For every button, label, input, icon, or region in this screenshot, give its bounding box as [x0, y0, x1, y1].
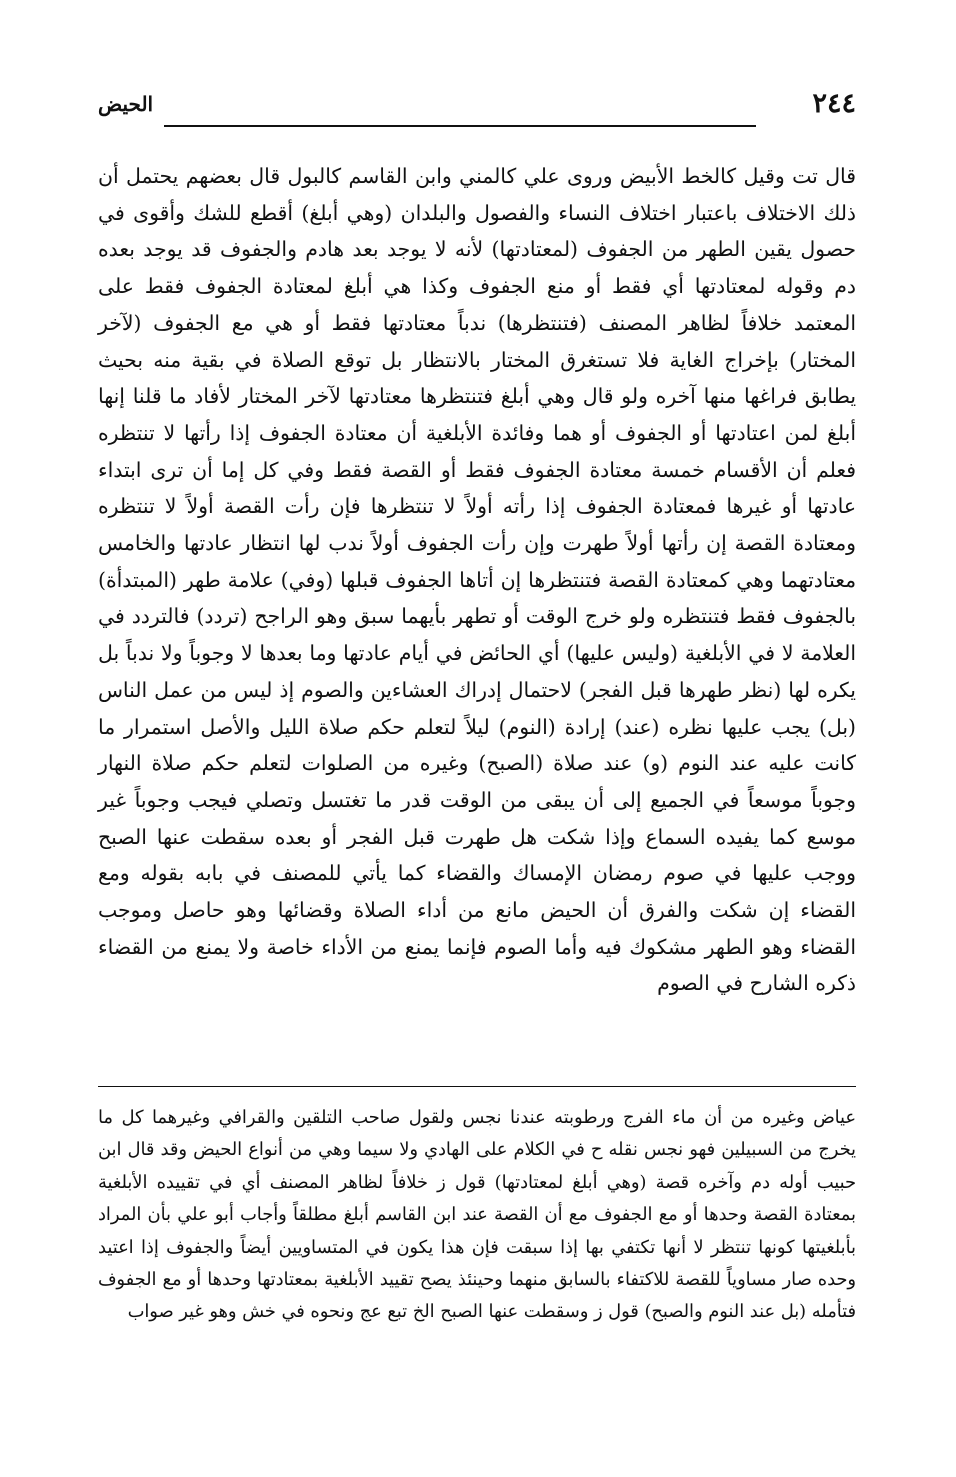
header-rule: [164, 125, 756, 127]
page-header: [98, 88, 856, 132]
main-text: [98, 158, 856, 1002]
chapter-title: الحيض: [98, 92, 154, 116]
footnote-text: [98, 1102, 856, 1329]
main-paragraph: قال تت وقيل كالخط الأبيض وروى علي كالمني وابن القاسم كالبول قال بعضهم يحتمل أن ذلك الاختلاف باعتبار اختلاف النساء والفصول والبلدان (وهي أبلغ) أقطع للشك وأقوى في حصول يقين الطهر من الجفوف (لمعتادتها) لأنه لا يوجد بعد هادم والجفوف قد يوجد بعده دم وقوله لمعتادتها أي فقط أو منع الجفوف وكذا هي أبلغ لمعتادة الجفوف فقط على المعتمد خلافاً لظاهر المصنف (فتنتظرها) ندباً معتادتها فقط أو هي مع الجفوف (لآخر المختار) بإخراج الغاية فلا تستغرق المختار بالانتظار بل توقع الصلاة في بقية منه بحيث يطابق فراغها منها آخره ولو قال وهي أبلغ فتنتظرها معتادتها لآخر المختار لأفاد ما قلنا إنها أبلغ لمن اعتادتها أو الجفوف أو هما وفائدة الأبلغية أن معتادة الجفوف إذا رأتها لا تنتظره فعلم أن الأقسام خمسة معتادة الجفوف فقط أو القصة فقط وفي كل إما أن ترى ابتداء عادتها أو غيرها فمعتادة الجفوف إذا رأته أولاً لا تنتظرها فإن رأت القصة أولاً لا تنتظره ومعتادة القصة إن رأتها أولاً طهرت وإن رأت الجفوف أولاً ندب لها انتظار عادتها والخامس معتادتهما وهي كمعتادة القصة فتنتظرها إن أتاها الجفوف قبلها (وفي) علامة طهر (المبتدأة) بالجفوف فقط فتنتظره ولو خرج الوقت أو تطهر بأيهما سبق وهو الراجح (تردد) فالتردد في العلامة لا في الأبلغية (وليس عليها) أي الحائض في أيام عادتها وما بعدها لا وجوباً ولا ندباً بل يكره لها (نظر طهرها قبل الفجر) لاحتمال إدراك العشاءين والصوم إذ ليس من عمل الناس (بل) يجب عليها نظره (عند) إرادة (النوم) ليلاً لتعلم حكم صلاة الليل والأصل استمرار ما كانت عليه عند النوم (و) عند صلاة (الصبح) وغيره من الصلوات لتعلم حكم صلاة النهار وجوباً موسعاً في الجميع إلى أن يبقى من الوقت قدر ما تغتسل وتصلي فيجب وجوباً غير موسع كما يفيده السماع وإذا شكت هل طهرت قبل الفجر أو بعده سقطت عنها الصبح ووجب عليها في صوم رمضان الإمساك والقضاء كما يأتي للمصنف في بابه بقوله ومع القضاء إن شكت والفرق أن الحيض مانع من أداء الصلاة وقضائها وهو حاصل وموجب القضاء وهو الطهر مشكوك فيه وأما الصوم فإنما يمنع من الأداء خاصة ولا يمنع من القضاء ذكره الشارح في الصوم: [98, 164, 856, 996]
footnote-paragraph: عياض وغيره من أن ماء الفرج ورطوبته عندنا نجس ولقول صاحب التلقين والقرافي وغيرهما كل ما يخرج من السبيلين فهو نجس نقله ح في الكلام على الهادي ولا سيما وهي من أنواع الحيض وقد قال ابن حبيب أوله دم وآخره قصة (وهي أبلغ لمعتادتها) قول ز خلافاً لظاهر المصنف أي في تقييده الأبلغية بمعتادة القصة وحدها أو مع الجفوف مع أن القصة عند ابن القاسم أبلغ مطلقاً وأجاب أبو علي بأن المراد بأبلغيتها كونها تنتظر لا أنها تكتفي بها إذا سبقت فإن هذا يكون في المتساويين أيضاً والجفوف إذا اعتيد وحده صار مساوياً للقصة للاكتفاء بالسابق منهما وحينئذ يصح تقييد الأبلغية بمعتادتها وحدها أو مع الجفوف فتأمله (بل عند النوم والصبح) قول ز وسقطت عنها الصبح الخ تبع عج ونحوه في خش وهو غير صواب: [98, 1107, 856, 1323]
page-number: ٢٤٤: [812, 88, 856, 119]
footnote-separator: [98, 1086, 856, 1087]
